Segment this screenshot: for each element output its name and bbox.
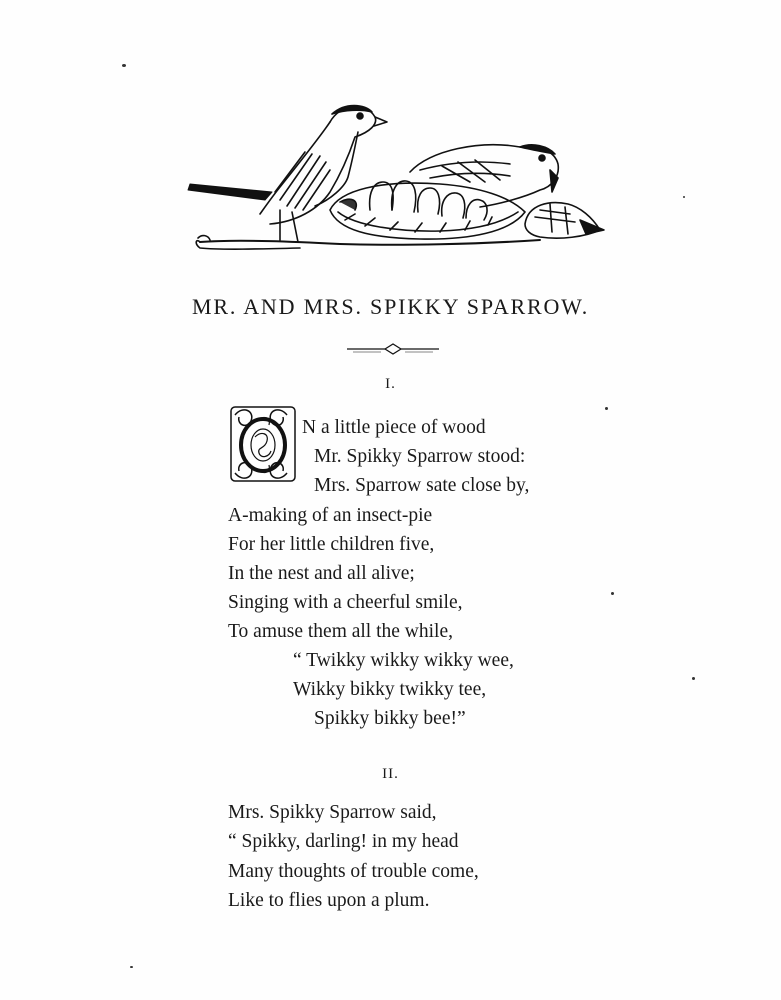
poem-line: Mrs. Sparrow sate close by, bbox=[314, 475, 530, 496]
poem-line: Wikky bikky twikky tee, bbox=[293, 679, 487, 700]
section-number: I. bbox=[385, 376, 396, 392]
poem-title: MR. AND MRS. SPIKKY SPARROW. bbox=[191, 294, 590, 319]
ornamental-initial-icon bbox=[227, 403, 299, 485]
poem-line: Spikky bikky bee!” bbox=[314, 708, 466, 729]
poem-line: A-making of an insect-pie bbox=[228, 505, 433, 526]
poem-line: “ Twikky wikky wikky wee, bbox=[293, 650, 514, 671]
poem-line: To amuse them all the while, bbox=[228, 621, 453, 642]
poem-line: N a little piece of wood bbox=[302, 417, 486, 438]
poem-line: Mr. Spikky Sparrow stood: bbox=[314, 446, 526, 467]
sparrows-nest-illustration bbox=[180, 92, 610, 262]
paper-speck bbox=[130, 966, 133, 968]
paper-speck bbox=[605, 407, 608, 410]
section-number: II. bbox=[382, 766, 399, 782]
poem-line: “ Spikky, darling! in my head bbox=[228, 831, 459, 852]
poem-line: For her little children five, bbox=[228, 534, 435, 555]
paper-speck bbox=[611, 592, 614, 595]
divider-ornament-icon bbox=[345, 340, 441, 358]
poem-line: Singing with a cheerful smile, bbox=[228, 592, 463, 613]
poem-line: Mrs. Spikky Sparrow said, bbox=[228, 802, 437, 823]
paper-speck bbox=[683, 196, 685, 198]
poem-line: Like to flies upon a plum. bbox=[228, 890, 430, 911]
paper-speck bbox=[122, 64, 126, 67]
paper-speck bbox=[692, 677, 695, 680]
poem-line: Many thoughts of trouble come, bbox=[228, 861, 479, 882]
poem-line: In the nest and all alive; bbox=[228, 563, 415, 584]
